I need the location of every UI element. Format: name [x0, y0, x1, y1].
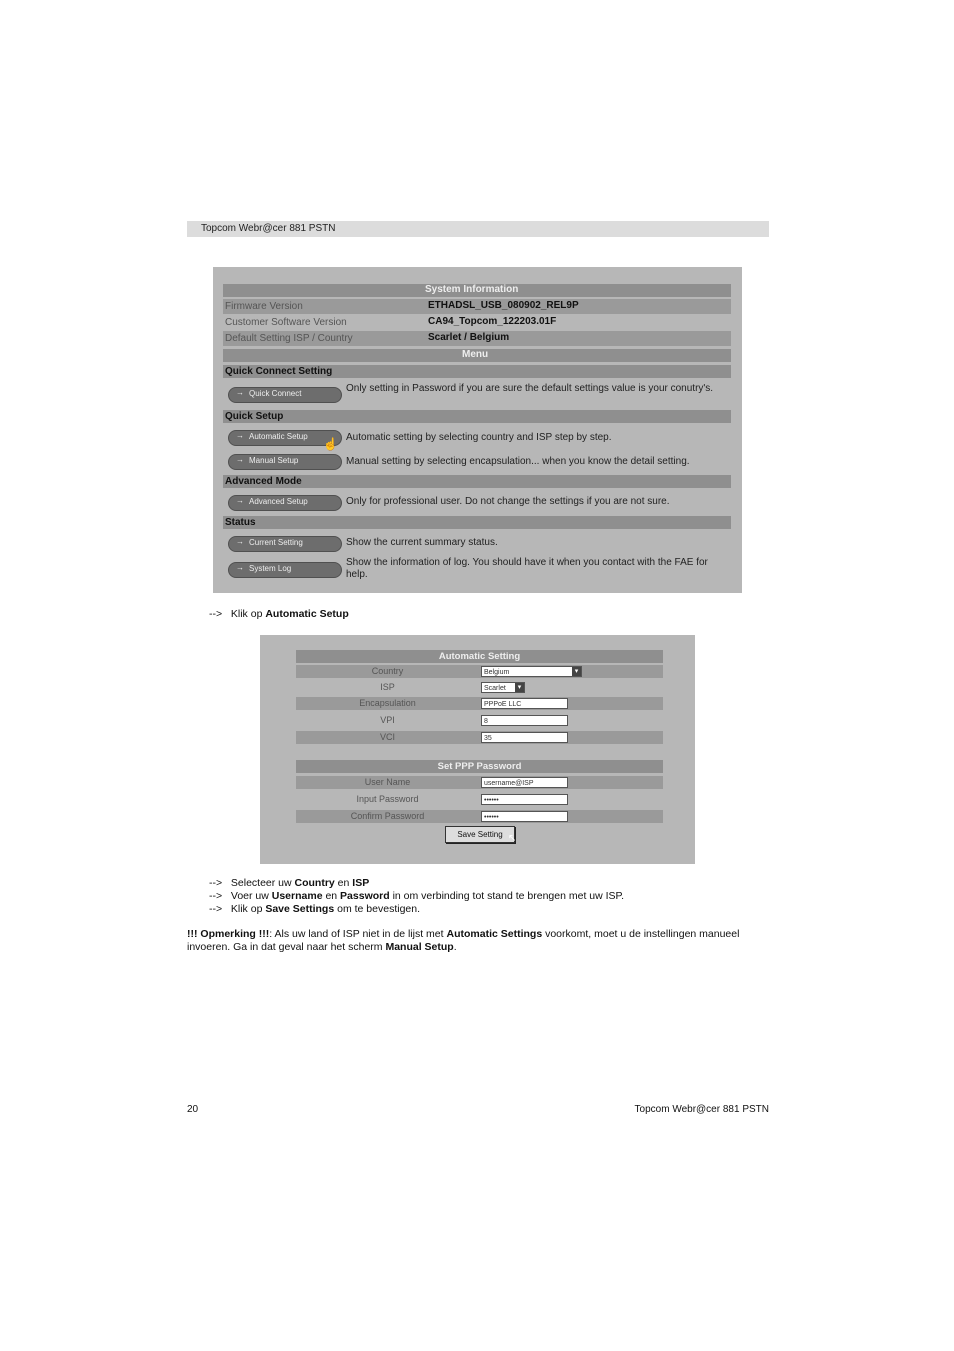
automatic-setting-screenshot	[260, 635, 695, 864]
country-row	[296, 665, 663, 678]
arrow-icon: →	[236, 388, 244, 397]
field-label: VPI	[380, 715, 395, 725]
confirm-password-row	[296, 810, 663, 823]
current-setting-button[interactable]	[228, 536, 342, 552]
vpi-row	[296, 714, 663, 727]
system-log-button[interactable]	[228, 562, 342, 578]
field-label: Confirm Password	[350, 811, 425, 821]
arrow-icon: →	[236, 537, 244, 546]
encapsulation-row	[296, 697, 663, 710]
button-description: Automatic setting by selecting country and ISP step by step.	[346, 432, 612, 443]
vci-field[interactable]: 35	[481, 732, 568, 743]
note-text: : Als uw land of ISP niet in de lijst met	[269, 928, 447, 940]
button-label: Manual Setup	[249, 456, 299, 465]
username-row	[296, 776, 663, 789]
note-heading: !!! Opmerking !!!	[187, 928, 270, 940]
step-line	[209, 890, 624, 902]
input-password-row	[296, 793, 663, 806]
button-description: Only setting in Password if you are sure the default settings value is your conutry's.	[346, 383, 714, 394]
arrow-prefix: -->	[209, 890, 223, 902]
field-label: Input Password	[356, 794, 419, 804]
footer-title: Topcom Webr@cer 881 PSTN	[634, 1104, 769, 1115]
ppp-password-bar	[296, 760, 663, 773]
arrow-prefix: -->	[209, 903, 223, 915]
step-line	[209, 877, 369, 889]
advanced-setup-button[interactable]	[228, 495, 342, 511]
arrow-prefix: -->	[209, 608, 223, 620]
menu-title: Menu	[462, 349, 489, 360]
step-text: Klik op	[230, 903, 266, 915]
step-bold: Password	[340, 890, 390, 902]
button-description: Show the current summary status.	[346, 537, 498, 548]
step-line	[209, 903, 420, 915]
field-label: VCI	[379, 732, 395, 742]
step-bold: ISP	[352, 877, 370, 889]
info-label: Customer Software Version	[225, 317, 347, 328]
button-description: Only for professional user. Do not change the settings if you are not sure.	[346, 496, 670, 507]
button-description: Show the information of log. You should have it when you contact with the FAE for help.	[346, 557, 708, 580]
save-setting-button[interactable]: Save Setting	[445, 826, 515, 843]
section-title: Quick Connect Setting	[225, 366, 333, 377]
note-text: invoeren. Ga in dat geval naar het scherm	[187, 941, 386, 953]
section-title: Status	[225, 517, 256, 528]
info-label: Default Setting ISP / Country	[225, 333, 353, 344]
isp-row	[296, 681, 663, 694]
header-title: Topcom Webr@cer 881 PSTN	[201, 223, 336, 234]
country-select[interactable]: Belgium ▾	[481, 666, 582, 677]
automatic-setting-title: Automatic Setting	[438, 651, 521, 662]
vpi-field[interactable]: 8	[481, 715, 568, 726]
field-label: User Name	[364, 777, 411, 787]
menu-bar	[223, 349, 731, 362]
manual-setup-button[interactable]	[228, 454, 342, 470]
arrow-icon: →	[236, 431, 244, 440]
note-text: .	[453, 941, 457, 953]
arrow-icon: →	[236, 563, 244, 572]
arrow-prefix: -->	[209, 877, 223, 889]
confirm-password-field[interactable]: ••••••	[481, 811, 568, 822]
section-title: Quick Setup	[225, 411, 284, 422]
isp-select[interactable]: Scarlet ▾	[481, 682, 525, 693]
note-bold: Manual Setup	[385, 941, 454, 953]
step-bold: Username	[271, 890, 323, 902]
button-label: Current Setting	[249, 538, 303, 547]
quick-connect-button[interactable]	[228, 387, 342, 403]
step-text: in om verbinding tot stand te brengen met uw ISP.	[389, 890, 625, 902]
info-value: ETHADSL_USB_080902_REL9P	[428, 300, 579, 311]
page-number: 20	[187, 1104, 199, 1115]
info-value: Scarlet / Belgium	[428, 332, 510, 343]
section-quick-setup	[223, 410, 731, 423]
button-description: Manual setting by selecting encapsulation... when you know the detail setting.	[346, 456, 690, 467]
info-value: CA94_Topcom_122203.01F	[428, 316, 557, 327]
field-label: Country	[371, 666, 404, 676]
note-text: voorkomt, moet u de instellingen manueel	[542, 928, 740, 940]
ppp-password-title: Set PPP Password	[437, 761, 522, 772]
instruction-bold: Automatic Setup	[265, 608, 349, 620]
instruction-line	[209, 608, 349, 620]
field-label: ISP	[380, 682, 395, 692]
button-label: Automatic Setup	[249, 432, 308, 441]
step-text: om te bevestigen.	[334, 903, 421, 915]
step-text: en	[334, 877, 353, 889]
note-line	[187, 941, 457, 953]
router-menu-screenshot	[213, 267, 742, 593]
section-quick-connect	[223, 365, 731, 378]
mouse-cursor-icon: ↖	[508, 833, 517, 844]
info-row	[223, 299, 731, 314]
info-row	[223, 331, 731, 346]
button-label: Quick Connect	[249, 389, 302, 398]
step-bold: Save Settings	[265, 903, 335, 915]
username-field[interactable]: username@ISP	[481, 777, 568, 788]
arrow-icon: →	[236, 496, 244, 505]
vci-row	[296, 731, 663, 744]
system-info-title: System Information	[425, 284, 519, 295]
section-status	[223, 516, 731, 529]
page-header	[187, 221, 769, 237]
button-label: Advanced Setup	[249, 497, 308, 506]
encapsulation-field[interactable]: PPPoE LLC	[481, 698, 568, 709]
step-text: Voer uw	[230, 890, 272, 902]
step-bold: Country	[294, 877, 335, 889]
system-info-bar	[223, 284, 731, 297]
button-label: System Log	[249, 564, 292, 573]
step-text: Selecteer uw	[230, 877, 295, 889]
instruction-text: Klik op	[230, 608, 266, 620]
step-text: en	[322, 890, 341, 902]
info-label: Firmware Version	[225, 301, 303, 312]
note-line	[187, 928, 739, 940]
arrow-icon: →	[236, 455, 244, 464]
automatic-setting-bar	[296, 650, 663, 663]
note-bold: Automatic Settings	[446, 928, 543, 940]
hand-cursor-icon: ☝	[323, 437, 338, 451]
input-password-field[interactable]: ••••••	[481, 794, 568, 805]
field-label: Encapsulation	[359, 698, 416, 708]
section-title: Advanced Mode	[225, 476, 302, 487]
section-advanced-mode	[223, 475, 731, 488]
